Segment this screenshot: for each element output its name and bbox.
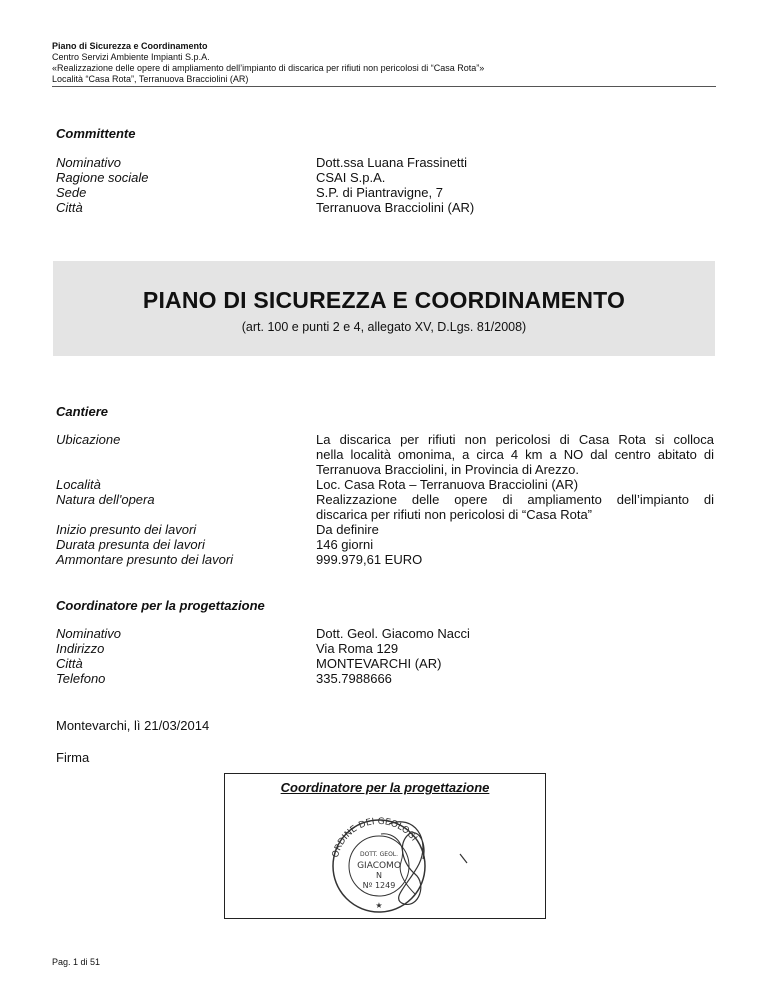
coordinatore-label: Telefono (56, 671, 106, 686)
committente-value: Terranuova Bracciolini (AR) (316, 200, 475, 215)
coordinatore-value: Dott. Geol. Giacomo Nacci (316, 626, 470, 641)
committente-heading: Committente (56, 126, 136, 141)
natura-line: discarica per rifiuti non pericolosi di “Casa Rota” (316, 507, 593, 522)
ubicazione-line: Terranuova Bracciolini, in Provincia di Arezzo. (316, 462, 580, 477)
coordinatore-values (316, 626, 470, 686)
cantiere-heading: Cantiere (56, 404, 109, 419)
pen-mark-icon (457, 852, 471, 866)
inizio-label: Inizio presunto dei lavori (56, 522, 197, 537)
committente-label: Città (56, 200, 83, 215)
durata-value: 146 giorni (316, 537, 374, 552)
committente-value: Dott.ssa Luana Frassinetti (316, 155, 468, 170)
coordinatore-value: MONTEVARCHI (AR) (316, 656, 442, 671)
svg-text:★: ★ (375, 901, 383, 910)
coordinatore-heading: Coordinatore per la progettazione (56, 598, 265, 613)
inizio-value: Da definire (316, 522, 379, 537)
ammontare-label: Ammontare presunto dei lavori (56, 552, 234, 567)
coordinatore-value: 335.7988666 (316, 671, 392, 686)
stamp-line: Nº 1249 (362, 881, 396, 890)
durata-label: Durata presunta dei lavori (56, 537, 205, 552)
title-banner (53, 261, 715, 356)
header-location: Località “Casa Rota”, Terranuova Bracciolini (AR) (52, 74, 249, 84)
official-stamp-icon (319, 804, 439, 916)
signature-caption: Coordinatore per la progettazione (280, 780, 490, 795)
committente-label: Sede (56, 185, 87, 200)
stamp-line: DOTT. GEOL. (359, 851, 399, 858)
stamp-line: GIACOMO (357, 861, 401, 871)
coordinatore-label: Nominativo (56, 626, 122, 641)
stamp-line: N (376, 871, 382, 880)
cantiere-values (316, 432, 714, 567)
page-number: Pag. 1 di 51 (52, 957, 101, 967)
natura-line: Realizzazione delle opere di ampliamento dell’impianto di (316, 492, 714, 507)
header-title: Piano di Sicurezza e Coordinamento (52, 41, 208, 51)
header-project: «Realizzazione delle opere di ampliamento dell’impianto di discarica per rifiuti non pericolosi di “Casa Rota”» (52, 63, 485, 73)
header-company: Centro Servizi Ambiente Impianti S.p.A. (52, 52, 210, 62)
localita-label: Località (56, 477, 101, 492)
firma-label: Firma (56, 750, 90, 765)
header-divider (52, 86, 716, 87)
ubicazione-line: La discarica per rifiuti non pericolosi di Casa Rota si colloca (316, 432, 714, 447)
cantiere-labels (56, 432, 233, 567)
committente-value: CSAI S.p.A. (316, 170, 386, 185)
coordinatore-value: Via Roma 129 (316, 641, 399, 656)
coordinatore-labels (56, 626, 121, 686)
committente-labels (56, 155, 149, 215)
document-title: PIANO DI SICUREZZA E COORDINAMENTO (142, 287, 626, 313)
coordinatore-label: Città (56, 656, 83, 671)
place-date: Montevarchi, lì 21/03/2014 (56, 718, 210, 733)
committente-label: Nominativo (56, 155, 122, 170)
stamp-ring-text: ORDINE DEI GEOLOGI (330, 816, 419, 859)
ubicazione-label: Ubicazione (56, 432, 121, 447)
coordinatore-label: Indirizzo (56, 641, 105, 656)
committente-label: Ragione sociale (56, 170, 149, 185)
committente-value: S.P. di Piantravigne, 7 (316, 185, 443, 200)
document-subtitle: (art. 100 e punti 2 e 4, allegato XV, D.Lgs. 81/2008) (241, 320, 527, 334)
committente-values (316, 155, 474, 215)
ubicazione-line: nella località omonima, a circa 4 km a NO dal centro abitato di (316, 447, 714, 462)
localita-value: Loc. Casa Rota – Terranuova Bracciolini (AR) (316, 477, 579, 492)
document-header (52, 41, 716, 85)
natura-label: Natura dell'opera (56, 492, 155, 507)
signature-box (224, 773, 546, 919)
ammontare-value: 999.979,61 EURO (316, 552, 423, 567)
